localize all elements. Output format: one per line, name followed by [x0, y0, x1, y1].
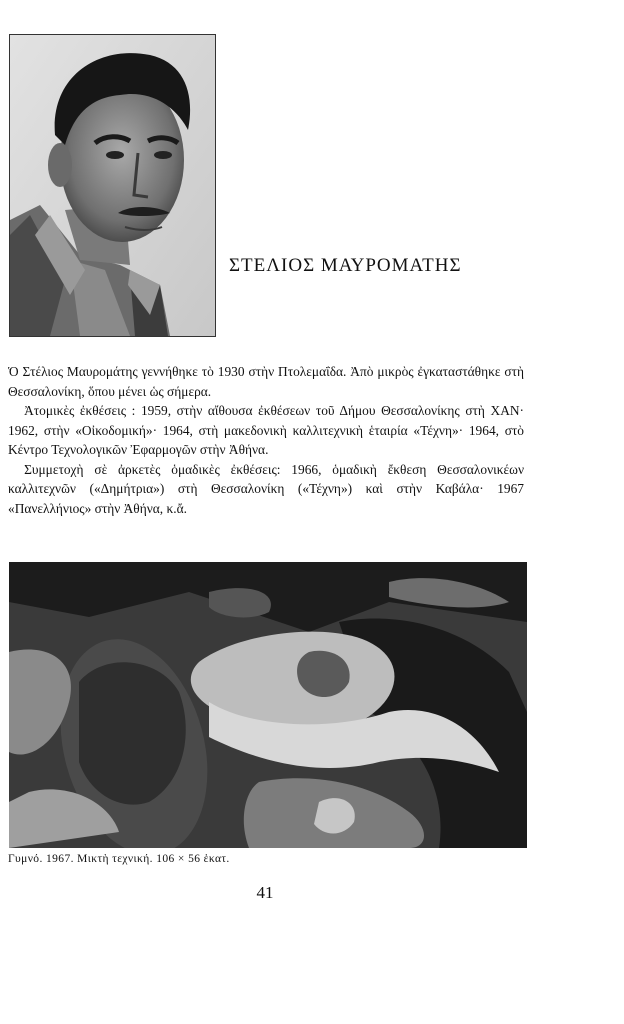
- painting-caption: Γυμνό. 1967. Μικτὴ τεχνική. 106 × 56 ἑκατ.: [8, 853, 230, 865]
- bio-paragraph-solo-exhibitions: Ἀτομικὲς ἐκθέσεις : 1959, στὴν αἴθουσα ἐκθέσεων τοῦ Δήμου Θεσσαλονίκης στὴ ΧΑΝ· 1962, στὴν «Οἰκοδομική»· 1964, στὴ μακεδονικὴ καλλιτεχνικὴ ἑταιρία «Τέχνη»· 1964, στὸ Κέντρο Τεχνολογικῶν Ἐφαρμογῶν στὴν Ἀθήνα.: [8, 403, 524, 457]
- bio-paragraph-birth: Ὁ Στέλιος Μαυρομάτης γεννήθηκε τὸ 1930 στὴν Πτολεμαΐδα. Ἀπὸ μικρὸς ἐγκαταστάθηκε στὴ Θεσσαλονίκη, ὅπου μένει ὡς σήμερα.: [8, 364, 524, 399]
- biography-text: [8, 362, 524, 518]
- painting-reproduction: [9, 562, 527, 848]
- bio-paragraph-group-exhibitions: Συμμετοχὴ σὲ ἀρκετὲς ὁμαδικὲς ἐκθέσεις: 1966, ὁμαδικὴ ἔκθεση Θεσσαλονικέων καλλιτεχνῶν («Δημήτρια») στὴ Θεσσαλονίκη («Τέχνη») καὶ στὴν Καβάλα· 1967 «Πανελλήνιος» στὴν Ἀθήνα, κ.ἄ.: [8, 461, 524, 516]
- artist-name-heading: ΣΤΕΛΙΟΣ ΜΑΥΡΟΜΑΤΗΣ: [229, 255, 462, 276]
- page-number: 41: [256, 883, 274, 902]
- artist-portrait-photo: [9, 34, 216, 337]
